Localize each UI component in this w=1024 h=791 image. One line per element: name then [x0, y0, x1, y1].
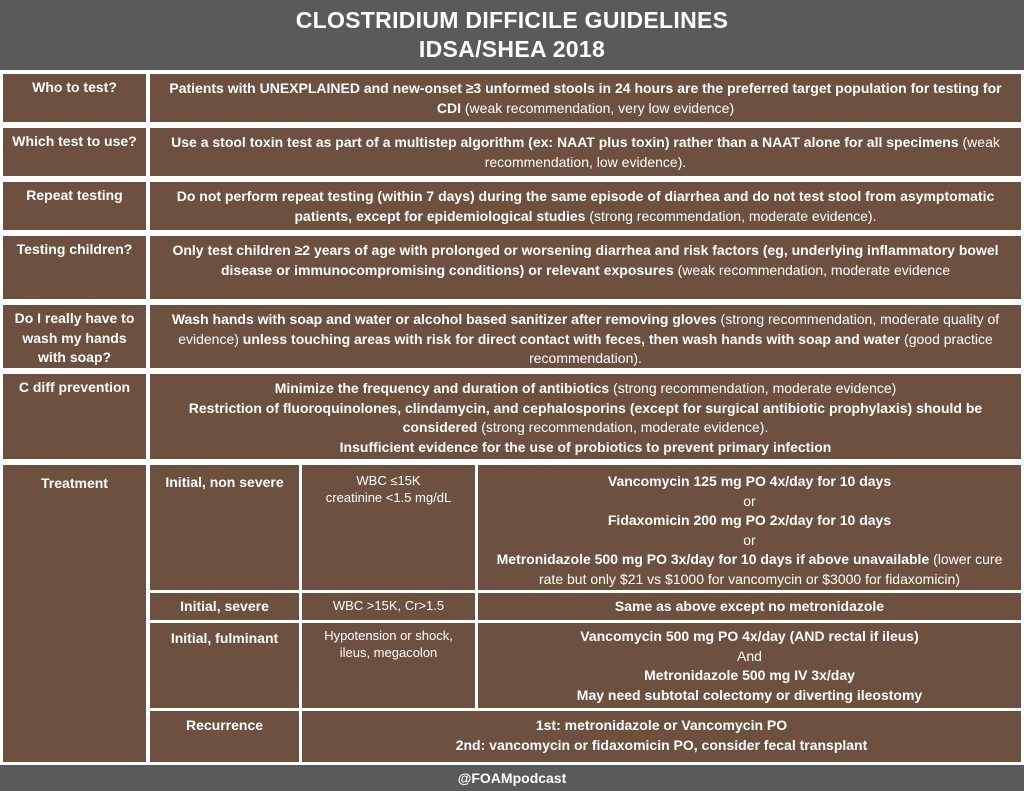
evidence-note: (weak recommendation, moderate evidence: [673, 261, 951, 278]
recurrence-second: 2nd: vancomycin or fidaxomicin PO, consider fecal transplant: [455, 736, 868, 753]
fulminant-criteria: [302, 623, 475, 708]
surgery-note: May need subtotal colectomy or diverting ileostomy: [576, 686, 923, 703]
row-label-prevention: C diff prevention: [3, 374, 146, 459]
evidence-note: (strong recommendation, moderate quality of evidence): [178, 311, 1000, 347]
fulminant-treatment: [478, 623, 1021, 708]
recommendation-text: Patients with UNEXPLAINED and new-onset ≥3 unformed stools in 24 hours are the preferred target population for testing for CDI: [169, 80, 1002, 116]
drug-metronidazole-iv: Metronidazole 500 mg IV 3x/day: [644, 667, 855, 683]
treatment-label: Treatment: [3, 465, 146, 762]
criteria-wbc: WBC ≤15K: [356, 473, 421, 488]
row-content-prevention: [150, 374, 1021, 459]
drug-metronidazole: Metronidazole 500 mg PO 3x/day for 10 days if above unavailable: [496, 551, 930, 567]
prevention-line-2: [158, 399, 1013, 438]
evidence-note: (strong recommendation, moderate evidence).: [477, 419, 769, 435]
recommendation-text: Wash hands with soap and water or alcohol based sanitizer after removing gloves: [171, 311, 717, 327]
row-content-which-test: [150, 128, 1021, 176]
drug-fidaxomicin: Fidaxomicin 200 mg PO 2x/day for 10 days: [607, 512, 892, 528]
row-label-who-to-test: Who to test?: [3, 74, 146, 122]
evidence-note: (strong recommendation, moderate evidence): [609, 380, 897, 396]
fulminant-label: Initial, fulminant: [150, 623, 299, 708]
cost-note: (lower cure rate but only $21 vs $1000 for vancomycin or $3000 for fidaxomicin): [538, 551, 1003, 587]
row-content-hand-washing: [150, 305, 1021, 368]
evidence-note: (strong recommendation, moderate evidence).: [585, 207, 877, 224]
evidence-note: (weak recommendation, low evidence).: [484, 134, 1000, 170]
title-line-2: IDSA/SHEA 2018: [418, 36, 606, 62]
criteria-ileus: ileus, megacolon: [339, 645, 438, 660]
severe-regimen: Same as above except no metronidazole: [614, 598, 885, 614]
recommendation-text: Only test children ≥2 years of age with prolonged or worsening diarrhea and risk factors (eg, underlying inflammatory bowel disease or immunocompromising conditions) or relevant exposures: [172, 242, 999, 278]
recommendation-text: unless touching areas with risk for direct contact with feces, then wash hands with soap and water: [242, 330, 901, 347]
prevention-line-3: [158, 438, 1013, 458]
severe-criteria: WBC >15K, Cr>1.5: [302, 593, 475, 620]
criteria-creatinine: creatinine <1.5 mg/dL: [325, 490, 452, 505]
row-label-which-test: Which test to use?: [3, 128, 146, 176]
evidence-note: (good practice recommendation).: [529, 330, 993, 366]
row-content-who-to-test: [150, 74, 1021, 122]
severe-label: Initial, severe: [150, 593, 299, 620]
drug-vancomycin: Vancomycin 125 mg PO 4x/day for 10 days: [607, 473, 892, 489]
row-content-repeat-testing: [150, 182, 1021, 230]
drug-vancomycin-fulminant: Vancomycin 500 mg PO 4x/day (AND rectal if ileus): [580, 628, 919, 644]
recurrence-first: 1st: metronidazole or Vancomycin PO: [535, 717, 788, 733]
or-separator: or: [743, 531, 756, 548]
title-line-1: CLOSTRIDIUM DIFFICILE GUIDELINES: [295, 7, 729, 33]
row-label-hand-washing: Do I really have to wash my hands with soap?: [3, 305, 146, 368]
recurrence-treatment: [302, 711, 1021, 762]
severe-treatment: [478, 593, 1021, 620]
recommendation-text: Insufficient evidence for the use of probiotics to prevent primary infection: [339, 438, 832, 455]
row-label-repeat-testing: Repeat testing: [3, 182, 146, 230]
nonsevere-criteria: [302, 465, 475, 590]
and-separator: And: [737, 647, 762, 664]
or-separator: or: [743, 492, 756, 509]
row-label-testing-children: Testing children?: [3, 236, 146, 299]
criteria-hypotension: Hypotension or shock,: [324, 628, 453, 643]
footer-handle: @FOAMpodcast: [0, 765, 1024, 791]
recommendation-text: Use a stool toxin test as part of a multistep algorithm (ex: NAAT plus toxin) rather than a NAAT alone for all specimens: [171, 134, 959, 150]
recurrence-label: Recurrence: [150, 711, 299, 762]
row-content-testing-children: [150, 236, 1021, 299]
evidence-note: (weak recommendation, very low evidence): [461, 99, 735, 116]
recommendation-text: Minimize the frequency and duration of antibiotics: [274, 380, 610, 396]
header: [0, 0, 1024, 70]
recommendation-text: Do not perform repeat testing (within 7 days) during the same episode of diarrhea and do not test stool from asymptomatic patients, except for epidemiological studies: [176, 188, 995, 224]
prevention-line-1: [158, 379, 1013, 399]
recommendation-text: Restriction of fluoroquinolones, clindamycin, and cephalosporins (except for surgical antibiotic prophylaxis) should be considered: [188, 399, 983, 435]
nonsevere-treatment: [478, 465, 1021, 590]
nonsevere-label: Initial, non severe: [150, 465, 299, 590]
